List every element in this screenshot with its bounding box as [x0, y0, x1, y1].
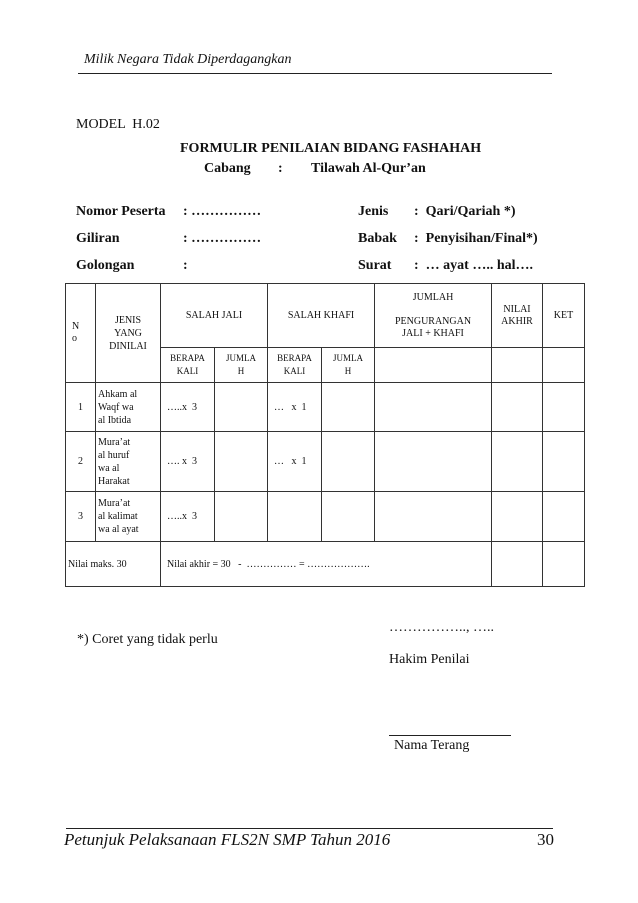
header-jumlah-pengurangan: JUMLAH PENGURANGAN JALI + KHAFI	[375, 284, 492, 348]
header-rule	[78, 73, 552, 74]
row-jali-berapa: …. x 3	[161, 432, 215, 492]
row-jali-berapa: …..x 3	[161, 383, 215, 432]
nomor-peserta-label: Nomor Peserta	[76, 204, 166, 219]
nilai-maks: Nilai maks. 30	[66, 542, 161, 587]
subheader-khafi-berapa-kali: BERAPA KALI	[268, 348, 322, 383]
subtitle-value: Tilawah Al-Qur’an	[311, 161, 426, 176]
babak-label: Babak	[358, 231, 397, 246]
footer-empty	[543, 542, 585, 587]
subheader-khafi-jumlah: JUMLA H	[322, 348, 375, 383]
row-khafi-berapa	[268, 492, 322, 542]
model-code: MODEL H.02	[76, 117, 160, 132]
row-ket	[543, 432, 585, 492]
nomor-peserta-value: : ……………	[183, 204, 262, 219]
header-jenis: JENIS YANG DINILAI	[96, 284, 161, 383]
header-ket: KET	[543, 284, 585, 348]
page-number: 30	[537, 830, 554, 849]
assessment-table	[65, 283, 585, 587]
row-jenis: Mura’at al huruf wa al Harakat	[96, 432, 161, 492]
row-nilai-akhir	[492, 383, 543, 432]
jenis-value: : Qari/Qariah *)	[414, 204, 516, 219]
signature-line	[389, 735, 511, 736]
row-jenis: Ahkam al Waqf wa al Ibtida	[96, 383, 161, 432]
row-nilai-akhir	[492, 432, 543, 492]
footer-empty	[492, 542, 543, 587]
row-khafi-jumlah	[322, 492, 375, 542]
row-no: 2	[66, 432, 96, 492]
subheader-empty	[375, 348, 492, 383]
golongan-label: Golongan	[76, 258, 135, 273]
row-jali-jumlah	[215, 432, 268, 492]
subtitle-colon: :	[278, 161, 283, 176]
table-row	[66, 432, 585, 492]
nilai-akhir-formula: Nilai akhir = 30 - …………… = ……………….	[161, 542, 492, 587]
table-footer-row	[66, 542, 585, 587]
table-row	[66, 383, 585, 432]
row-jali-jumlah	[215, 383, 268, 432]
giliran-value: : ……………	[183, 231, 262, 246]
surat-label: Surat	[358, 258, 392, 273]
page-header: Milik Negara Tidak Diperdagangkan	[84, 52, 292, 67]
row-khafi-jumlah	[322, 432, 375, 492]
jenis-label: Jenis	[358, 204, 389, 219]
row-khafi-berapa: … x 1	[268, 383, 322, 432]
footnote: *) Coret yang tidak perlu	[77, 632, 218, 647]
golongan-value: :	[183, 258, 188, 273]
row-khafi-jumlah	[322, 383, 375, 432]
signature-role: Hakim Penilai	[389, 652, 470, 667]
subheader-empty	[492, 348, 543, 383]
subheader-jali-jumlah: JUMLA H	[215, 348, 268, 383]
row-khafi-berapa: … x 1	[268, 432, 322, 492]
row-jumlah	[375, 492, 492, 542]
row-no: 1	[66, 383, 96, 432]
row-jali-jumlah	[215, 492, 268, 542]
row-jumlah	[375, 383, 492, 432]
subheader-jali-berapa-kali: BERAPA KALI	[161, 348, 215, 383]
row-ket	[543, 492, 585, 542]
footer-rule	[66, 828, 553, 829]
row-ket	[543, 383, 585, 432]
header-nilai-akhir: NILAI AKHIR	[492, 284, 543, 348]
subheader-empty	[543, 348, 585, 383]
row-jumlah	[375, 432, 492, 492]
row-nilai-akhir	[492, 492, 543, 542]
row-jenis: Mura’at al kalimat wa al ayat	[96, 492, 161, 542]
header-salah-jali: SALAH JALI	[161, 284, 268, 348]
babak-value: : Penyisihan/Final*)	[414, 231, 538, 246]
row-no: 3	[66, 492, 96, 542]
giliran-label: Giliran	[76, 231, 120, 246]
form-title: FORMULIR PENILAIAN BIDANG FASHAHAH	[180, 141, 482, 156]
page-footer: Petunjuk Pelaksanaan FLS2N SMP Tahun 2016	[64, 830, 391, 849]
signature-name: Nama Terang	[394, 738, 470, 753]
subtitle-label: Cabang	[204, 161, 251, 176]
signature-date: …………….., …..	[389, 620, 494, 635]
header-salah-khafi: SALAH KHAFI	[268, 284, 375, 348]
row-jali-berapa: …..x 3	[161, 492, 215, 542]
surat-value: : … ayat ….. hal….	[414, 258, 533, 273]
header-no: N o	[66, 284, 96, 383]
table-row	[66, 492, 585, 542]
